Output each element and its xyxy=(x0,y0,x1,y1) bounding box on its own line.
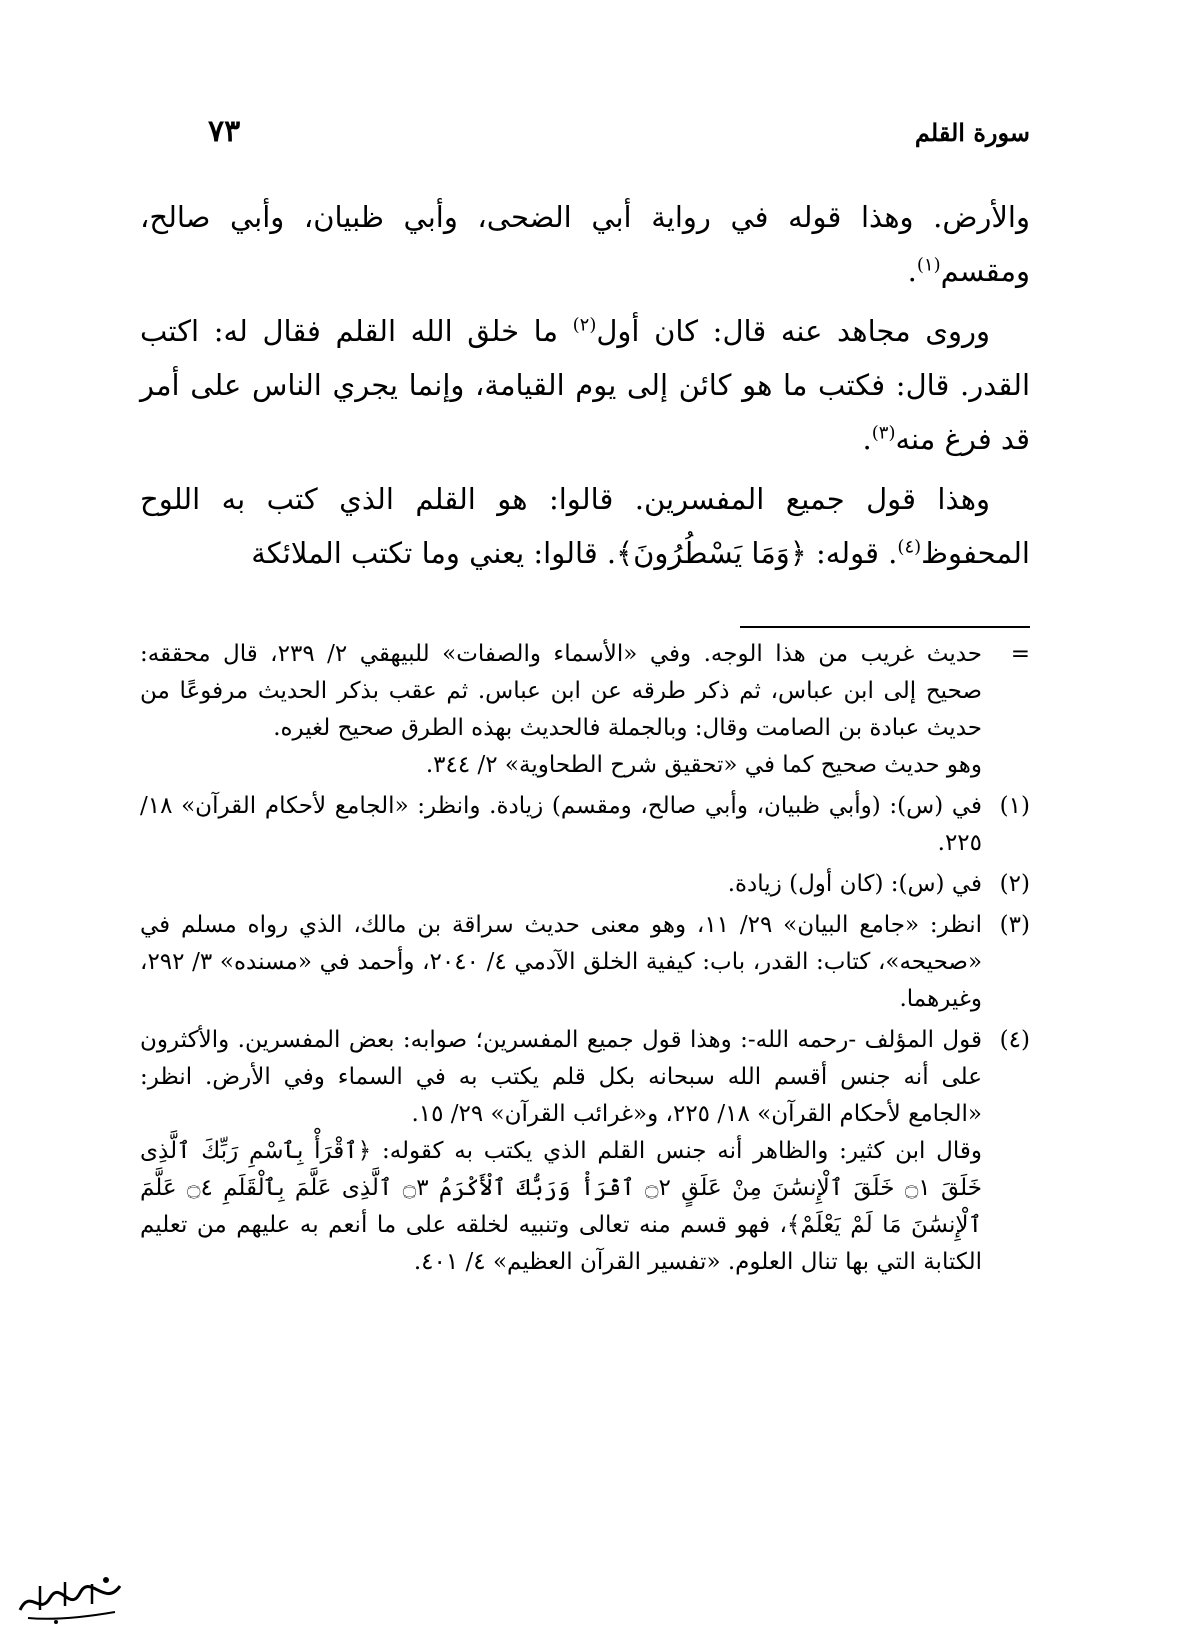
footnote-4-mark: (٤) xyxy=(999,1027,1030,1053)
main-text xyxy=(140,190,1030,586)
footnotes xyxy=(140,636,1030,1285)
continuation-text-1: حديث غريب من هذا الوجه. وفي «الأسماء والصفات» للبيهقي ٢/ ٢٣٩، قال محققه: صحيح إلى ابن عباس، ثم ذكر طرقه عن ابن عباس. ثم عقب بذكر الحديث مرفوعًا من حديث عبادة بن الصامت وقال: وبالجملة فالحديث بهذه الطرق صحيح لغيره. xyxy=(140,641,983,741)
book-page xyxy=(140,0,1030,1650)
paragraph-1-end: . xyxy=(907,254,917,288)
footnote-3-mark: (٣) xyxy=(999,912,1030,938)
paragraph-3-text-b: . قوله: ﴿وَمَا يَسْطُرُونَ﴾. قالوا: يعني وما تكتب الملائكة xyxy=(251,536,898,570)
footnote-4 xyxy=(140,1022,1030,1281)
footnote-2-text: في (س): (كان أول) زيادة. xyxy=(727,871,982,897)
footnote-1-text: في (س): (وأبي ظبيان، وأبي صالح، ومقسم) زيادة. وانظر: «الجامع لأحكام القرآن» ١٨/ ٢٢٥. xyxy=(140,793,982,856)
footnote-3-text: انظر: «جامع البيان» ٢٩/ ١١، وهو معنى حديث سراقة بن مالك، الذي رواه مسلم في «صحيحه»، كتاب: القدر، باب: كيفية الخلق الآدمي ٤/ ٢٠٤٠، وأحمد في «مسنده» ٣/ ٢٩٢، وغيرهما. xyxy=(140,912,983,1012)
paragraph-1-text: والأرض. وهذا قوله في رواية أبي الضحى، وأبي ظبيان، وأبي صالح، ومقسم xyxy=(140,200,1030,288)
footnote-ref-3[interactable]: (٣) xyxy=(871,422,896,444)
paragraph-2-end: . xyxy=(862,422,872,456)
surah-title: سورة القلم xyxy=(914,118,1030,147)
footnote-1-mark: (١) xyxy=(999,793,1030,819)
calligraphy-logo-icon xyxy=(10,1568,130,1628)
footnote-4-text-2: وقال ابن كثير: والظاهر أنه جنس القلم الذي يكتب به كقوله: ﴿ٱقْرَأْ بِٱسْمِ رَبِّكَ ٱلَّذِى خَلَقَ ۝١ خَلَقَ ٱلْإِنسَٰنَ مِنْ عَلَقٍ ۝٢ ٱقْرَأْ وَرَبُّكَ ٱلْأَكْرَمُ ۝٣ ٱلَّذِى عَلَّمَ بِٱلْقَلَمِ ۝٤ عَلَّمَ ٱلْإِنسَٰنَ مَا لَمْ يَعْلَمْ﴾، فهو قسم منه تعالى وتنبيه لخلقه على ما أنعم به عليهم من تعليم الكتابة التي بها تنال العلوم. «تفسير القرآن العظيم» ٤/ ٤٠١. xyxy=(140,1138,982,1275)
page-number: ٧٣ xyxy=(208,114,241,149)
paragraph-2 xyxy=(140,304,1030,466)
paragraph-2-text-b: ما خلق الله القلم فقال له: اكتب القدر. قال: فكتب ما هو كائن إلى يوم القيامة، وإنما يجري الناس على أمر قد فرغ منه xyxy=(140,314,1031,456)
continuation-text-2: وهو حديث صحيح كما في «تحقيق شرح الطحاوية» ٢/ ٣٤٤. xyxy=(425,752,982,778)
continuation-mark: = xyxy=(1010,641,1030,667)
paragraph-3 xyxy=(140,472,1030,580)
footnote-ref-1[interactable]: (١) xyxy=(916,254,941,276)
paragraph-2-text-a: وروى مجاهد عنه قال: كان أول xyxy=(596,314,990,348)
footnote-4-text-1: قول المؤلف -رحمه الله-: وهذا قول جميع المفسرين؛ صوابه: بعض المفسرين. والأكثرون على أنه جنس أقسم الله سبحانه بكل قلم يكتب به في السماء وفي الأرض. انظر: «الجامع لأحكام القرآن» ١٨/ ٢٢٥، و«غرائب القرآن» ٢٩/ ١٥. xyxy=(140,1027,982,1127)
footnote-ref-4[interactable]: (٤) xyxy=(897,536,922,558)
footnote-continuation xyxy=(140,636,1030,784)
paragraph-3-text-a: وهذا قول جميع المفسرين. قالوا: هو القلم الذي كتب به اللوح المحفوظ xyxy=(140,482,1030,570)
footnote-1 xyxy=(140,788,1030,862)
paragraph-1 xyxy=(140,190,1030,298)
footnote-2 xyxy=(140,866,1030,903)
footnote-ref-2[interactable]: (٢) xyxy=(572,314,597,336)
footnote-2-mark: (٢) xyxy=(999,871,1030,897)
footnote-3 xyxy=(140,907,1030,1018)
page-header xyxy=(140,114,1030,158)
footnote-separator xyxy=(740,626,1030,628)
